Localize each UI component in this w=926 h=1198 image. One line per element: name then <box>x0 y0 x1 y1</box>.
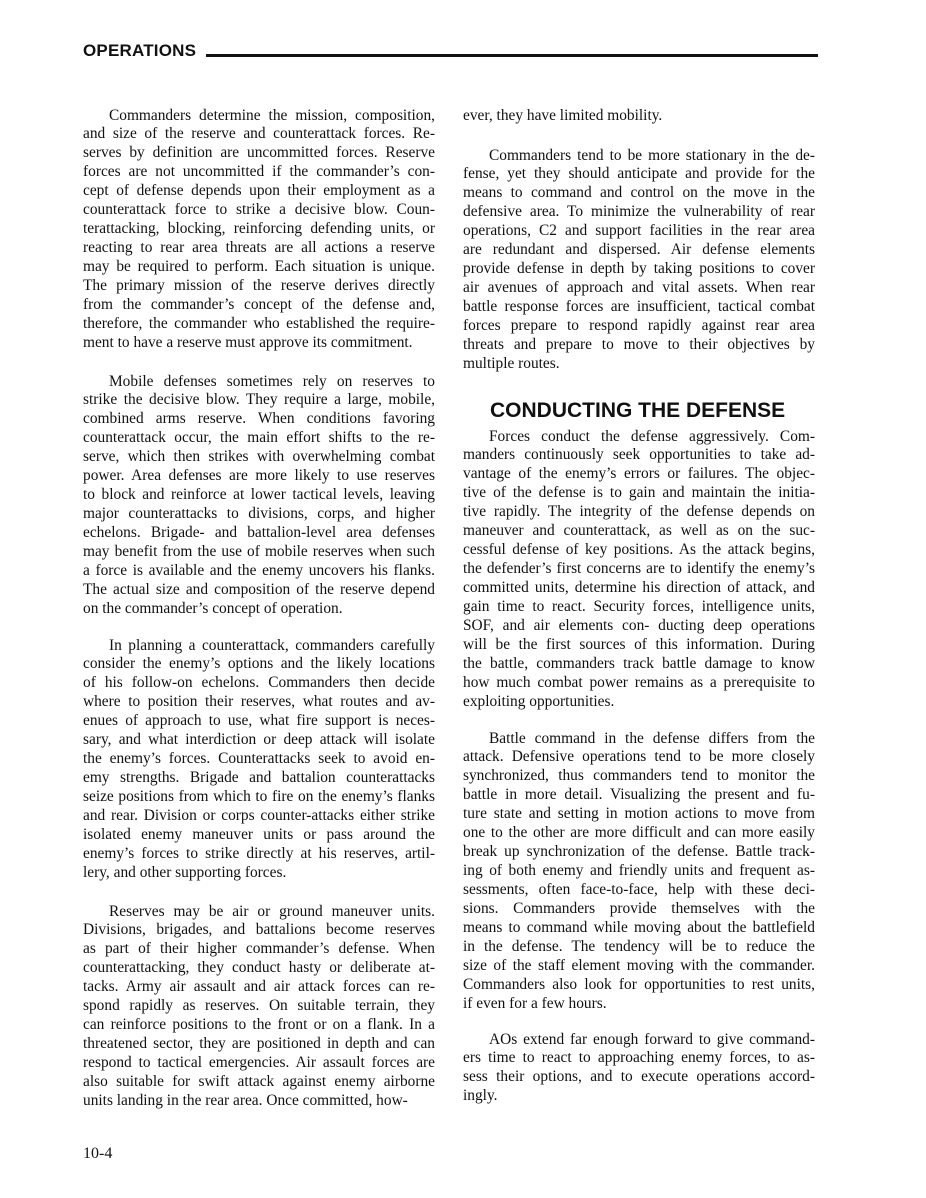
text-line: may be required to perform. Each situation is unique. <box>83 258 435 275</box>
text-line: Commanders also look for opportunities to rest units, <box>463 975 815 993</box>
text-line: cept of defense depends upon their employment as a <box>83 182 435 200</box>
text-line: one to the other are more difficult and can more easily <box>463 824 815 842</box>
text-line: also suitable for swift attack against enemy airborne <box>83 1072 435 1090</box>
text-line: fense, yet they should anticipate and provide for the <box>463 165 815 183</box>
text-line: units landing in the rear area. Once committed, how- <box>83 1091 408 1109</box>
text-line: size of the staff element moving with the commander. <box>463 956 815 974</box>
paragraph-right-3 <box>463 428 815 712</box>
text-line: the enemy’s forces. Counterattacks seek to avoid en- <box>83 750 435 768</box>
text-line: forces are not uncommitted if the commander’s con- <box>83 163 435 181</box>
text-line: battle in more detail. Visualizing the present and fu- <box>463 786 815 804</box>
page-number: 10-4 <box>83 1145 113 1162</box>
paragraph-right-1 <box>463 107 815 126</box>
text-line: if even for a few hours. <box>463 994 607 1012</box>
text-line: The actual size and composition of the reserve depend <box>83 580 435 598</box>
text-line: ture state and setting in motion actions to move from <box>463 805 815 823</box>
text-line: vantage of the enemy’s errors or failures. The objec- <box>463 465 815 483</box>
text-line: Divisions, brigades, and battalions become reserves <box>83 921 435 939</box>
text-line: can reinforce positions to the front or on a flank. In a <box>83 1016 435 1034</box>
header-rule <box>206 54 818 57</box>
text-line: reacting to rear area threats are all actions a reserve <box>83 239 435 257</box>
text-line: respond to tactical emergencies. Air assault forces are <box>83 1054 435 1071</box>
text-line: the defender’s first concerns are to identify the enemy’s <box>463 560 815 578</box>
text-line: echelons. Brigade- and battalion-level area defenses <box>83 524 435 541</box>
text-line: exploiting opportunities. <box>463 692 615 710</box>
text-line: sessments, often face-to-face, help with these deci- <box>463 881 815 898</box>
text-line: major counterattacks to divisions, corps, and higher <box>83 505 435 523</box>
text-line: counterattack occur, the main effort shifts to the re- <box>83 429 435 447</box>
text-line: are redundant and dispersed. Air defense elements <box>463 241 815 259</box>
text-line: The primary mission of the reserve derives directly <box>83 276 435 294</box>
text-line: combined arms reserve. When conditions favoring <box>83 410 435 428</box>
text-line: tive rapidly. The integrity of the defense depends on <box>463 503 815 521</box>
text-line: ing of both enemy and friendly units and frequent as- <box>463 862 815 880</box>
text-line: the battle, commanders track battle damage to know <box>463 654 815 672</box>
text-line: to block and reinforce at lower tactical levels, leaving <box>83 486 435 504</box>
text-line: and size of the reserve and counterattack forces. Re- <box>83 125 435 143</box>
text-line: and rear. Division or corps counter-attacks either strike <box>83 806 435 824</box>
text-line: a force is available and the enemy uncovers his flanks. <box>83 561 435 579</box>
text-line: committed units, determine his direction of attack, and <box>463 579 815 596</box>
text-line: break up synchronization of the defense. Battle track- <box>463 843 815 861</box>
text-line: how much combat power remains as a prerequisite to <box>463 673 815 691</box>
text-line: Commanders determine the mission, composition, <box>109 106 435 124</box>
text-line: attack. Defensive operations tend to be more closely <box>463 748 815 766</box>
text-line: as part of their higher commander’s defense. When <box>83 940 435 958</box>
text-line: tive of the defense is to gain and maintain the initia- <box>463 484 815 502</box>
text-line: counterattack force to strike a decisive blow. Coun- <box>83 201 435 219</box>
text-line: may benefit from the use of mobile reserves when such <box>83 542 435 560</box>
text-line: ever, they have limited mobility. <box>463 106 663 124</box>
text-line: therefore, the commander who established the require- <box>83 314 435 332</box>
text-line: threats and prepare to move to their objectives by <box>463 335 815 353</box>
text-line: power. Area defenses are more likely to use reserves <box>83 467 435 485</box>
text-line: threatened sector, they are positioned in depth and can <box>83 1035 435 1053</box>
text-line: emy strengths. Brigade and battalion counterattacks <box>83 769 435 787</box>
text-line: isolated enemy maneuver units or pass around the <box>83 825 435 843</box>
text-line: forces prepare to respond rapidly against rear area <box>463 316 815 334</box>
text-line: serve, which then strikes with overwhelming combat <box>83 448 435 466</box>
text-line: Battle command in the defense differs from the <box>489 729 815 747</box>
text-line: manders continuously seek opportunities to take ad- <box>463 446 815 464</box>
text-line: ment to have a reserve must approve its commitment. <box>83 333 413 351</box>
text-line: gain time to react. Security forces, intelligence units, <box>463 597 815 615</box>
text-line: strike the decisive blow. They require a large, mobile, <box>83 391 435 409</box>
paragraph-left-2 <box>83 373 435 619</box>
text-line: lery, and other supporting forces. <box>83 863 287 881</box>
text-line: multiple routes. <box>463 354 560 372</box>
text-line: Reserves may be air or ground maneuver units. <box>109 902 435 920</box>
text-line: maneuver and counterattack, as well as on the suc- <box>463 522 815 540</box>
text-line: air avenues of approach and vital assets. When rear <box>463 279 815 297</box>
text-line: sions. Commanders provide themselves with the <box>463 899 815 917</box>
text-line: SOF, and air elements con- ducting deep operations <box>463 616 815 634</box>
text-line: spond rapidly as reserves. On suitable terrain, they <box>83 997 435 1015</box>
text-line: ers time to react to approaching enemy forces, to as- <box>463 1049 815 1067</box>
text-line: of his follow-on echelons. Commanders then decide <box>83 674 435 692</box>
text-line: sess their options, and to execute operations accord- <box>463 1068 815 1086</box>
text-line: in the defense. The tendency will be to reduce the <box>463 937 815 955</box>
text-line: means to command and control on the move in the <box>463 184 815 202</box>
text-line: where to position their reserves, what routes and av- <box>83 693 435 711</box>
text-line: tacks. Army air assault and air attack forces can re- <box>83 978 435 996</box>
text-line: terattacking, blocking, reinforcing defending units, or <box>83 220 435 238</box>
running-header-title: OPERATIONS <box>83 41 197 60</box>
text-line: Mobile defenses sometimes rely on reserves to <box>109 372 435 390</box>
text-line: AOs extend far enough forward to give command- <box>489 1030 815 1048</box>
text-line: counterattacking, they conduct hasty or deliberate at- <box>83 959 435 977</box>
text-line: cessful defense of key positions. As the attack begins, <box>463 541 815 559</box>
text-line: seize positions from which to fire on the enemy’s flanks <box>83 788 435 805</box>
text-line: on the commander’s concept of operation. <box>83 599 343 617</box>
text-line: ingly. <box>463 1087 498 1105</box>
text-line: serves by definition are uncommitted forces. Reserve <box>83 144 435 162</box>
text-line: Commanders tend to be more stationary in the de- <box>489 146 815 164</box>
text-line: consider the enemy’s options and the likely locations <box>83 655 435 673</box>
text-line: from the commander’s concept of the defense and, <box>83 295 435 313</box>
text-line: provide defense in depth by taking positions to cover <box>463 260 815 278</box>
text-line: will be the first sources of this information. During <box>463 635 815 653</box>
text-line: means to command while moving about the battlefield <box>463 918 815 936</box>
text-line: synchronized, thus commanders tend to monitor the <box>463 767 815 785</box>
paragraph-left-1 <box>83 107 435 353</box>
text-line: enemy’s forces to strike directly at his reserves, artil- <box>83 844 435 862</box>
text-line: In planning a counterattack, commanders carefully <box>109 636 435 654</box>
paragraph-right-5 <box>463 1031 815 1107</box>
text-line: operations, C2 and support facilities in the rear area <box>463 222 815 240</box>
section-heading: CONDUCTING THE DEFENSE <box>490 399 786 422</box>
paragraph-right-2 <box>463 147 815 374</box>
paragraph-left-4 <box>83 903 435 1111</box>
text-line: Forces conduct the defense aggressively. Com- <box>489 427 815 445</box>
text-line: battle response forces are insufficient, tactical combat <box>463 298 815 315</box>
text-line: enues of approach to use, what fire support is neces- <box>83 712 435 730</box>
text-line: sary, and what interdiction or deep attack will isolate <box>83 731 435 749</box>
text-line: defensive area. To minimize the vulnerability of rear <box>463 203 815 221</box>
paragraph-left-3 <box>83 637 435 883</box>
paragraph-right-4 <box>463 730 815 1014</box>
